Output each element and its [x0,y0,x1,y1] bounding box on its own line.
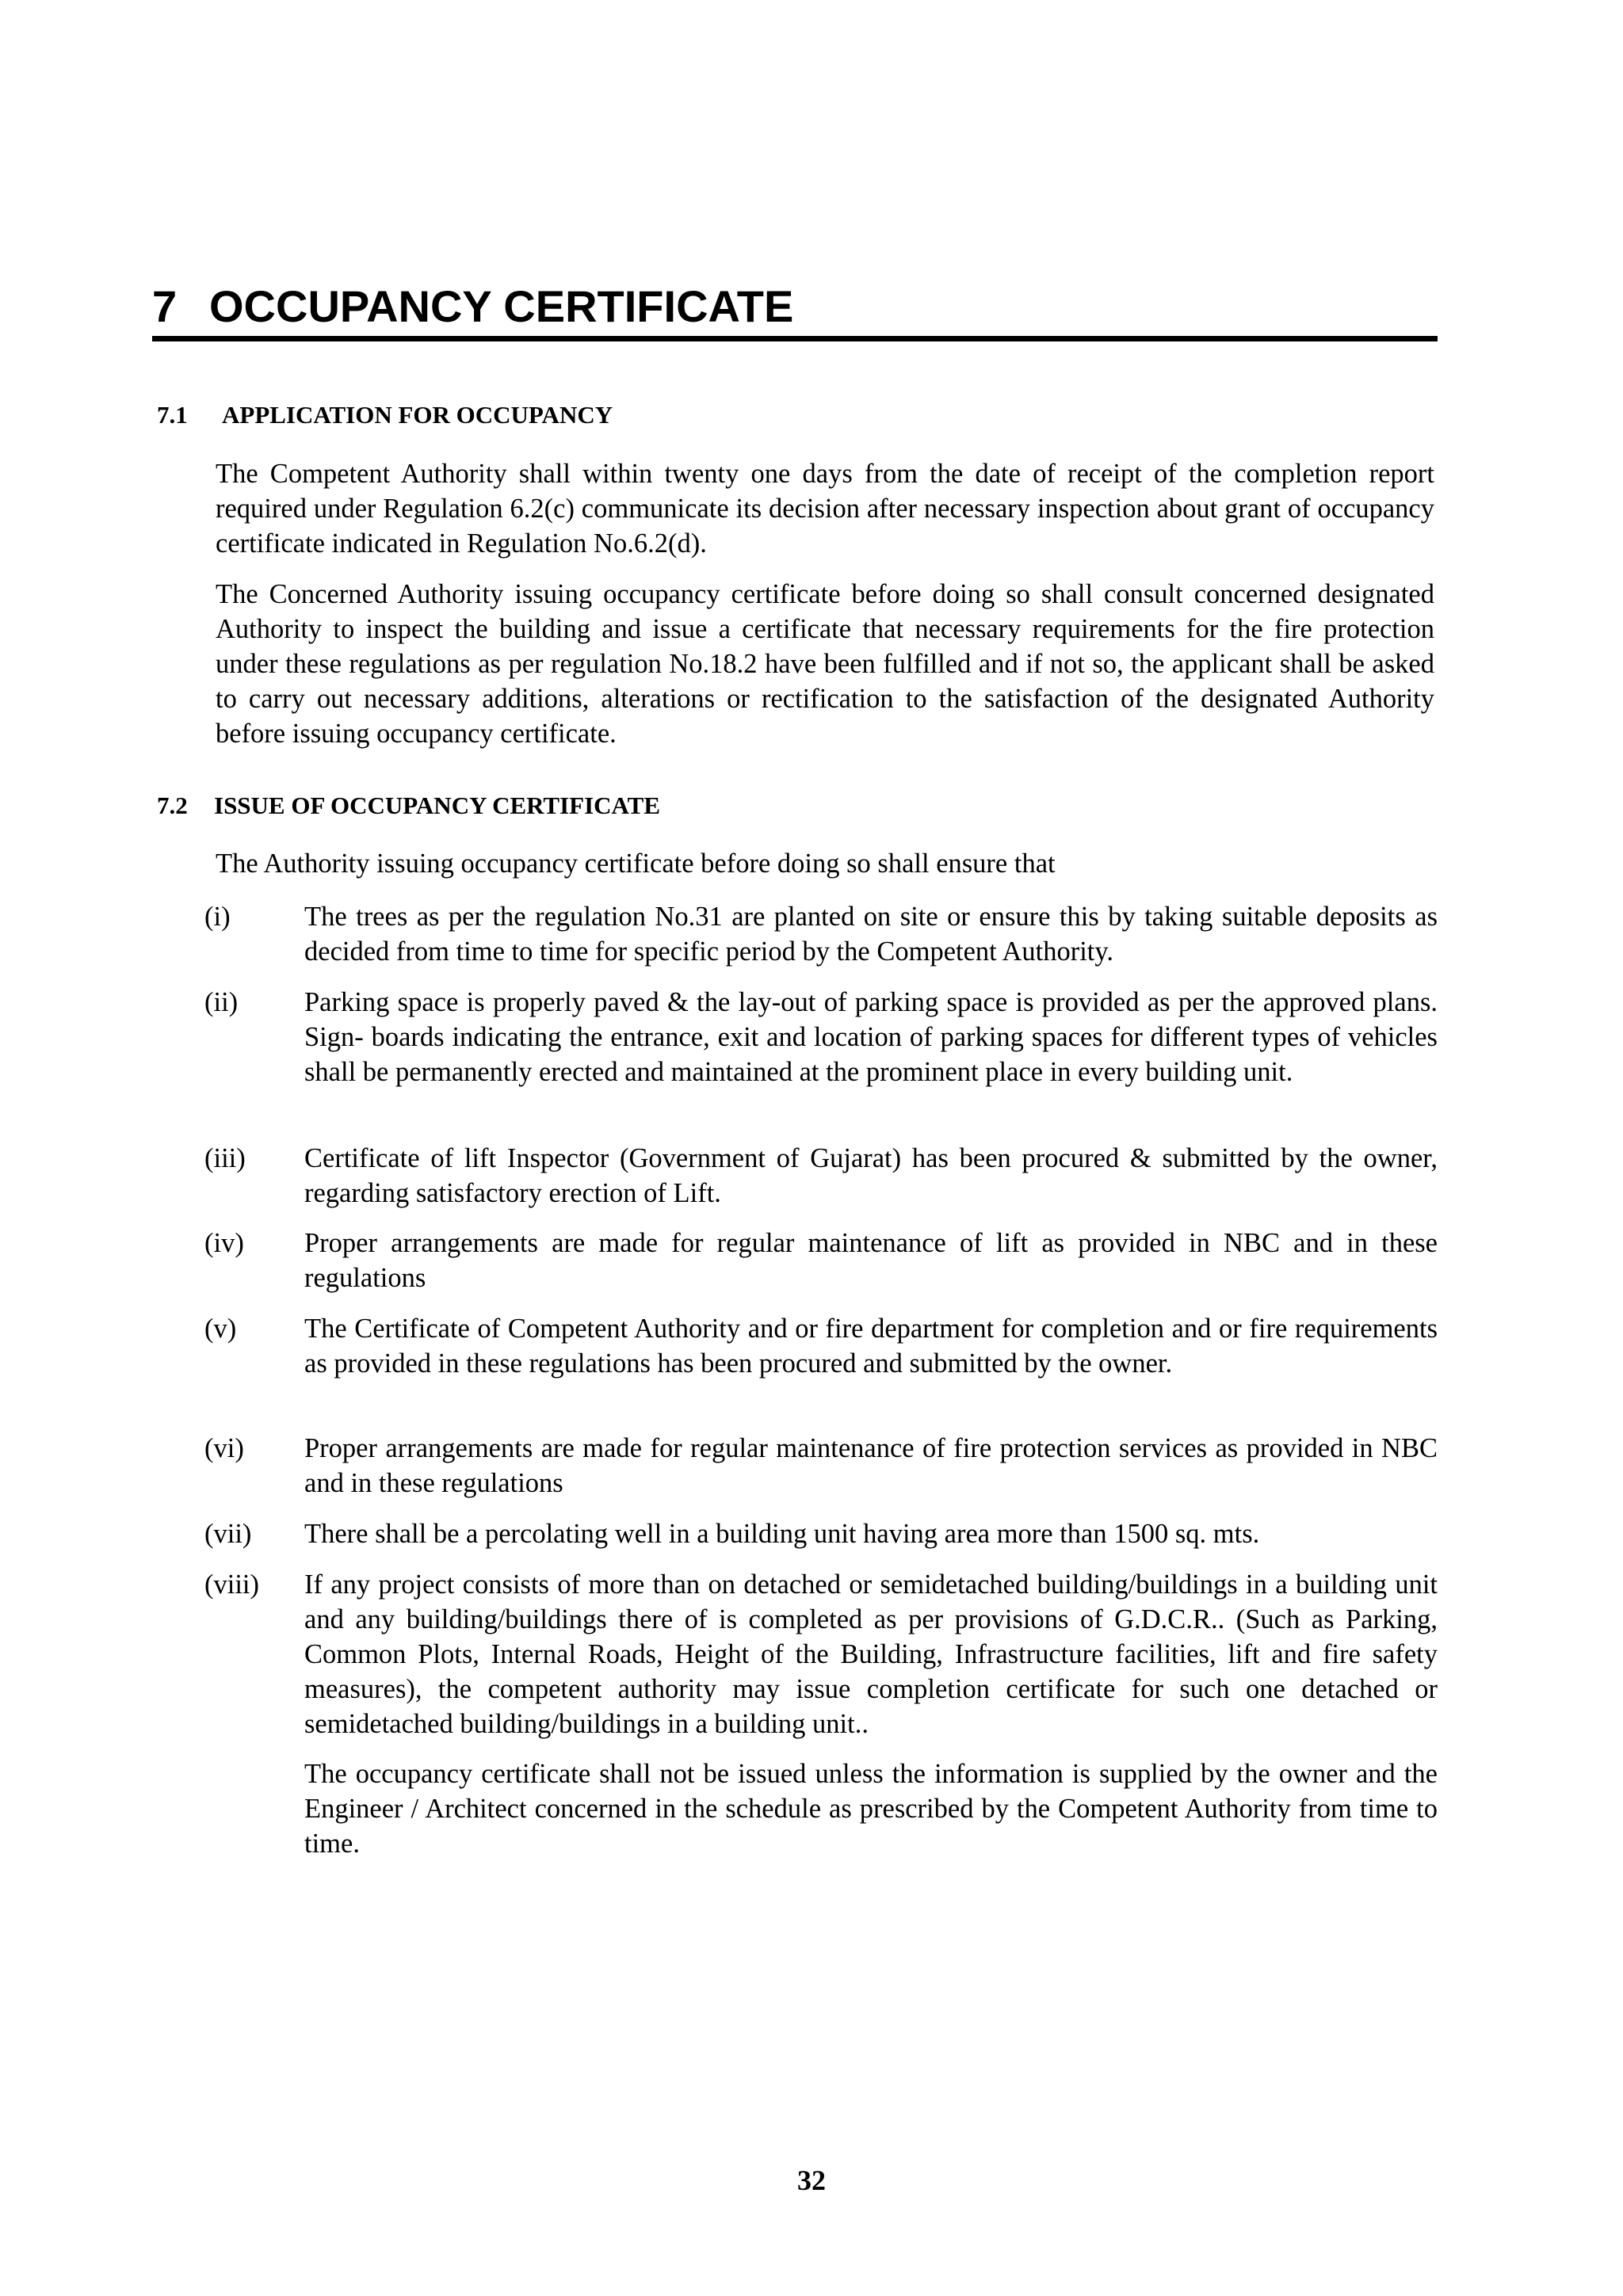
closing-paragraph: The occupancy certificate shall not be issued unless the information is supplied by the owner and the Engineer / Architect concerned in the schedule as prescribed by the Competent Authority from time to time. [304,1759,1438,1859]
chapter-heading [152,279,1438,334]
list-item [204,1141,1438,1211]
section-number: 7.1 [157,401,188,429]
list-marker: (vi) [204,1433,244,1463]
list-marker: (iv) [204,1228,244,1258]
list-item [204,1431,1438,1501]
intro-paragraph: The Authority issuing occupancy certificate before doing so shall ensure that [216,849,1056,879]
list-marker: (v) [204,1314,237,1344]
list-item-text: Proper arrangements are made for regular maintenance of lift as provided in NBC and in these regulations [304,1228,1438,1293]
section-heading-7-1 [157,399,613,431]
list-marker: (vii) [204,1519,252,1549]
chapter-title: OCCUPANCY CERTIFICATE [209,281,794,331]
list-item [204,1311,1438,1381]
paragraph: The Competent Authority shall within twenty one days from the date of receipt of the completion report required under Regulation 6.2(c) communicate its decision after necessary inspection about grant of occupancy certificate indicated in Regulation No.6.2(d). [216,459,1434,559]
page-number: 32 [797,2164,826,2196]
section-title: APPLICATION FOR OCCUPANCY [222,401,613,429]
chapter-number: 7 [152,281,178,331]
list-item [204,1567,1438,1741]
list-item-text: Parking space is properly paved & the lay-out of parking space is provided as per the approved plans. Sign- boards indicating the entrance, exit and location of parking spaces for different types of vehicles shall be permanently erected and maintained at the prominent place in every building unit. [304,987,1438,1087]
list-marker: (iii) [204,1143,246,1173]
list-item [204,985,1438,1089]
list-item-text: If any project consists of more than on detached or semidetached building/buildings in a building unit and any building/buildings there of is completed as per provisions of G.D.C.R.. (Such as Parking, Common Plots, Internal Roads, Height of the Building, Infrastructure facilities, lift and fire safety measures), the competent authority may issue completion certificate for such one detached or semidetached building/buildings in a building unit.. [304,1569,1438,1739]
list-item-text: There shall be a percolating well in a building unit having area more than 1500 sq. mts. [304,1519,1260,1549]
section-title: ISSUE OF OCCUPANCY CERTIFICATE [214,791,660,819]
section-number: 7.2 [157,791,188,819]
list-item-text: The Certificate of Competent Authority and or fire department for completion and or fire requirements as provided in these regulations has been procured and submitted by the owner. [304,1314,1438,1379]
chapter-heading-rule [152,336,1438,341]
list-item [204,899,1438,969]
paragraph: The Concerned Authority issuing occupancy certificate before doing so shall consult concerned designated Authority to inspect the building and issue a certificate that necessary requirements for the fire protection under these regulations as per regulation No.18.2 have been fulfilled and if not so, the applicant shall be asked to carry out necessary additions, alterations or rectification to the satisfaction of the designated Authority before issuing occupancy certificate. [216,579,1434,749]
list-marker: (viii) [204,1569,259,1600]
list-item-text: Certificate of lift Inspector (Government of Gujarat) has been procured & submitted by the owner, regarding satisfactory erection of Lift. [304,1143,1438,1208]
section-heading-7-2 [157,790,660,822]
list-marker: (i) [204,902,231,932]
list-item [204,1226,1438,1295]
list-item [204,1516,1438,1551]
list-marker: (ii) [204,987,239,1017]
list-item-text: Proper arrangements are made for regular maintenance of fire protection services as provided in NBC and in these regulations [304,1433,1438,1498]
list-item-text: The trees as per the regulation No.31 are planted on site or ensure this by taking suitable deposits as decided from time to time for specific period by the Competent Authority. [304,902,1438,967]
